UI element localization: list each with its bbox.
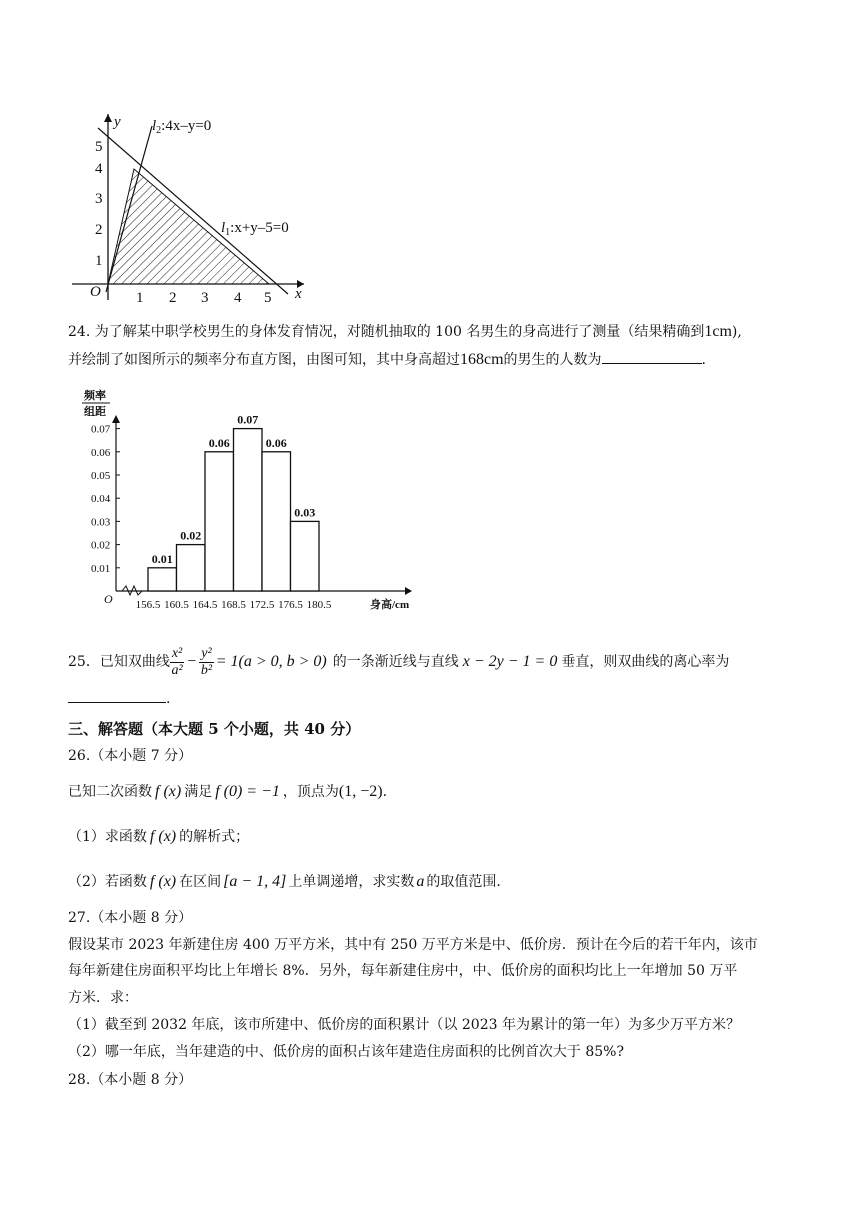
frequency-histogram — [70, 383, 420, 615]
q27-line1: 假设某市 2023 年新建住房 400 万平方米，其中有 250 万平方米是中、低价房．预计在今后的若干年内，该市 — [68, 937, 758, 953]
l1-sub: 1 — [225, 227, 231, 238]
x-axis-label: x — [295, 286, 302, 302]
q27-part1: （1）截至到 2032 年底，该市所建中、低价房的面积累计（以 2023 年为累计的第一年）为多少万平方米？ — [68, 1017, 740, 1033]
y-tick-label: 0.01 — [91, 562, 111, 575]
answer-blank — [68, 688, 166, 703]
y-axis-arrow — [112, 415, 120, 423]
section-title: 三、解答题（本大题 5 个小题，共 40 分） — [68, 720, 361, 738]
y-tick-label: 0.03 — [91, 516, 111, 529]
x-tick: 2 — [169, 290, 177, 304]
q27-part2: （2）哪一年底，当年建造的中、低价房的面积占该年建造住房面积的比例首次大于 85%? — [68, 1044, 624, 1060]
y-tick: 4 — [95, 161, 103, 177]
q25-line2: . — [68, 688, 170, 710]
y-tick-label: 0.05 — [91, 470, 111, 482]
bar-value-label: 0.01 — [151, 551, 173, 566]
histogram-bar — [291, 521, 320, 591]
x-tick: 4 — [234, 290, 242, 304]
bar-value-label: 0.02 — [180, 528, 202, 543]
origin-label: O — [104, 592, 113, 606]
y-tick: 5 — [95, 139, 103, 155]
q28-head: 28.（本小题 8 分） — [68, 1072, 193, 1088]
l2-sub: 2 — [156, 125, 162, 136]
histogram-bar — [234, 429, 263, 591]
y-tick: 1 — [95, 253, 103, 269]
x-tick: 3 — [201, 290, 209, 304]
svg-text:l2:4x–y=0 — [152, 118, 211, 136]
y-tick: 2 — [95, 222, 103, 238]
histogram-bar — [148, 568, 177, 591]
x-tick: 5 — [264, 290, 272, 304]
bar-value-label: 0.06 — [208, 435, 230, 450]
x-tick-label: 168.5 — [221, 599, 246, 611]
y-axis-label-top: 频率 — [84, 390, 106, 402]
q27-line2: 每年新建住房面积平均比上年增长 8%．另外，每年新建住房中，中、低价房的面积均比上一年增加 50 万平 — [68, 963, 738, 979]
x-tick-label: 160.5 — [164, 599, 189, 611]
fraction-y2-b2: $\frac{\text{y²}}{\text{b²}}$ — [200, 645, 213, 678]
histogram-bar — [205, 452, 234, 591]
answer-blank — [602, 349, 702, 364]
y-tick-label: 0.07 — [91, 423, 111, 436]
q24-line2: 并绘制了如图所示的频率分布直方图，由图可知，其中身高超过168cm的男生的人数为 . — [68, 351, 706, 368]
histogram-bar — [177, 545, 206, 591]
bar-value-label: 0.07 — [237, 412, 259, 427]
linear-region-graph — [68, 108, 318, 304]
y-tick-label: 0.04 — [91, 493, 111, 506]
x-tick-label: 172.5 — [249, 599, 275, 611]
histogram-bar — [262, 452, 291, 591]
bar-value-label: 0.06 — [265, 435, 287, 450]
q26-head: 26.（本小题 7 分） — [68, 748, 193, 764]
y-axis-label: y — [114, 114, 121, 130]
q27-head: 27.（本小题 8 分） — [68, 910, 193, 926]
l2-label: l — [152, 118, 157, 134]
l1-equation: :x+y–5=0 — [230, 220, 289, 236]
y-axis-label-bottom: 组距 — [84, 406, 106, 418]
q27-line3: 方米．求： — [68, 990, 138, 1006]
fraction-x2-a2: $\frac{\text{x²}}{\text{a²}}$ — [171, 645, 183, 678]
x-tick-label: 180.5 — [306, 599, 332, 611]
q26-stem: 已知二次函数 f (x) 满足 f (0) = −1 ，顶点为(1, −2). — [68, 783, 388, 800]
y-tick: 3 — [95, 191, 103, 207]
x-tick-label: 176.5 — [278, 599, 303, 611]
x-axis-label: 身高/cm — [370, 599, 410, 611]
y-tick-label: 0.02 — [91, 539, 111, 552]
q25-line1: 25．已知双曲线 $\frac{\text{x²}}{\text{a²}}$ − $\frac{\text{y²}}{\text{b²}}$ = 1(a > 0, b > 0) 的一条渐近线与直线 x − 2y − 1 = 0 垂直，则双曲线的离心率为 — [68, 645, 730, 678]
svg-text:l1:x+y–5=0 — [221, 220, 289, 238]
x-tick: 1 — [136, 290, 144, 304]
l2-equation: :4x–y=0 — [161, 118, 212, 134]
l1-label: l — [221, 220, 226, 236]
x-tick-label: 156.5 — [135, 599, 161, 611]
origin-label: O — [90, 284, 101, 300]
bar-value-label: 0.03 — [294, 505, 316, 520]
q24-line1: 24. 为了解某中职学校男生的身体发育情况，对随机抽取的 100 名男生的身高进行了测量（结果精确到1cm), — [68, 323, 742, 340]
x-tick-label: 164.5 — [192, 599, 218, 611]
q26-part1: （1）求函数 f (x) 的解析式； — [68, 828, 250, 845]
y-tick-label: 0.06 — [91, 446, 111, 459]
x-axis-arrow — [405, 587, 412, 595]
q26-part2: （2）若函数 f (x) 在区间 [a − 1, 4] 上单调递增，求实数 a 的取值范围. — [68, 873, 501, 890]
